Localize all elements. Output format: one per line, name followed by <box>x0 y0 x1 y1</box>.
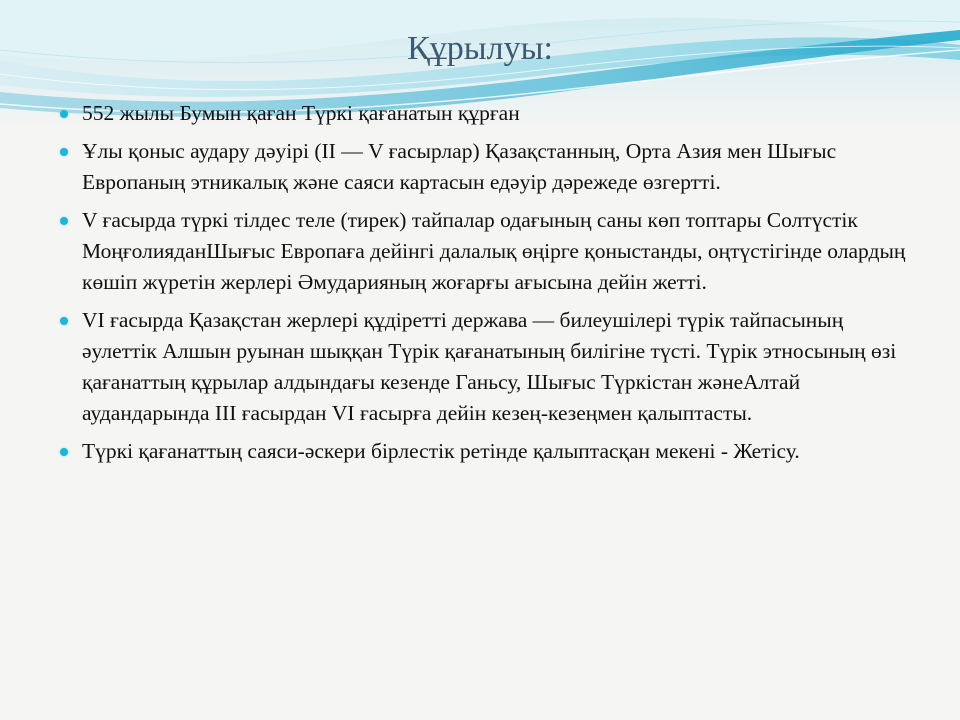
list-item <box>60 98 910 129</box>
bullet-dot-icon <box>60 448 68 456</box>
bullet-list <box>60 98 910 474</box>
slide-title: Құрылуы: <box>407 30 553 67</box>
list-item-text: Түркі қағанаттың саяси-әскери бірлестік ретінде қалыптасқан мекені - Жетісу. <box>82 439 800 463</box>
list-item <box>60 436 910 467</box>
bullet-dot-icon <box>60 110 68 118</box>
bullet-dot-icon <box>60 217 68 225</box>
bullet-dot-icon <box>60 317 68 325</box>
list-item-text: Ұлы қоныс аудару дәуірі (ІІ — V ғасырлар) Қазақстанның, Орта Азия мен Шығыс Европаның этникалық және саяси картасын едәуір дәрежеде өзгертті. <box>82 139 837 194</box>
list-item <box>60 136 910 198</box>
list-item-text: V ғасырда түркі тілдес теле (тирек) тайпалар одағының саны көп топтары Солтүстік МоңғолияданШығыс Европаға дейінгі далалық өңірге қоныстанды, оңтүстігінде олардың көшіп жүретін жерлері Әмударияның жоғарғы ағысына дейін жетті. <box>82 208 906 294</box>
bullet-dot-icon <box>60 148 68 156</box>
list-item <box>60 305 910 429</box>
list-item-text: 552 жылы Бумын қаған Түркі қағанатын құрған <box>82 101 520 125</box>
list-item-text: VI ғасырда Қазақстан жерлері құдіретті держава — билеушілері түрік тайпасының әулеттік Алшын руынан шыққан Түрік қағанатының билігіне түсті. Түрік этносының өзі қағанаттың құрылар алдындағы кезенде Ганьсу, Шығыс Түркістан жәнеАлтай аудандарында ІІІ ғасырдан VI ғасырға дейін кезең-кезеңмен қалыптасты. <box>82 308 897 425</box>
list-item <box>60 205 910 298</box>
